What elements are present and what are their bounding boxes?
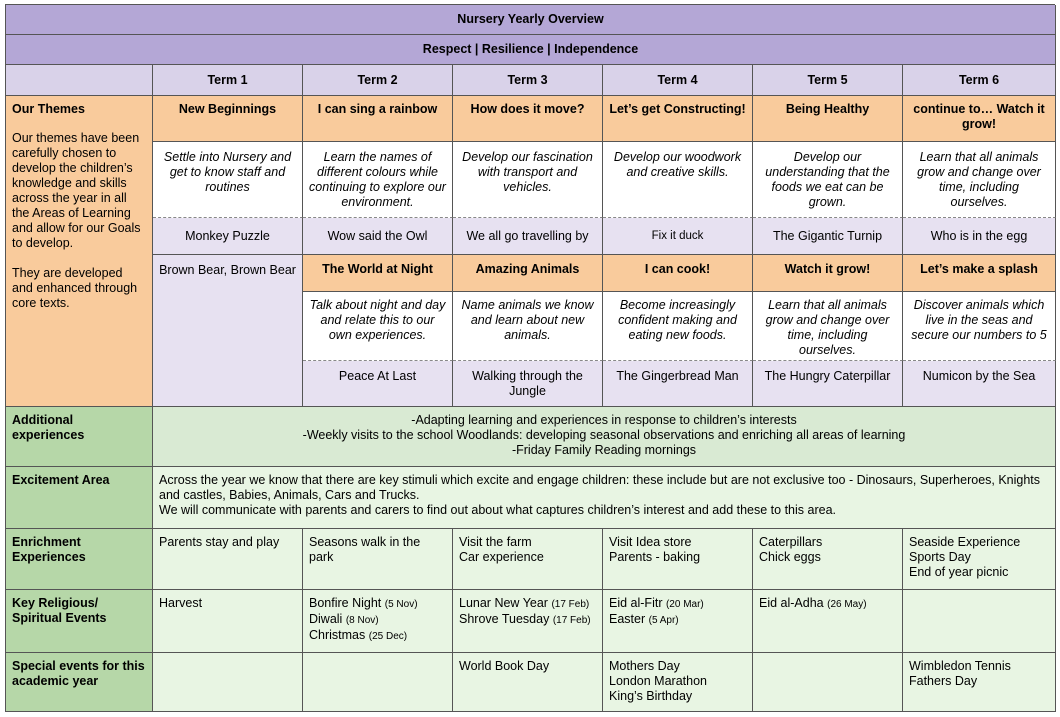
theme-title: Amazing Animals [453, 255, 603, 292]
additional-line: -Weekly visits to the school Woodlands: developing seasonal observations and enriching all areas of learning [302, 428, 906, 442]
themes-label-para2: They are developed and enhanced through core texts. [12, 266, 138, 310]
theme-description: Name animals we know and learn about new animals. [453, 292, 603, 361]
term-header: Term 4 [603, 65, 753, 96]
term-header: Term 2 [303, 65, 453, 96]
theme-title: The World at Night [303, 255, 453, 292]
core-text: Walking through the Jungle [453, 361, 603, 407]
event-item [609, 596, 746, 612]
theme-title: Being Healthy [753, 96, 903, 142]
theme-description: Settle into Nursery and get to know staff and routines [153, 142, 303, 218]
theme-description: Learn the names of different colours while continuing to explore our environment. [303, 142, 453, 218]
event-date: (25 Dec) [368, 631, 408, 642]
special-cell [303, 653, 453, 712]
core-text: Monkey Puzzle [153, 218, 303, 255]
event-item [459, 596, 596, 612]
theme-title: Watch it grow! [753, 255, 903, 292]
theme-title: Let’s get Constructing! [603, 96, 753, 142]
special-cell [153, 653, 303, 712]
special-cell: World Book Day [453, 653, 603, 712]
enrichment-cell: Parents stay and play [153, 529, 303, 590]
religious-cell [603, 590, 753, 653]
enrichment-cell: Seasons walk in the park [303, 529, 453, 590]
event-date: (20 Mar) [665, 599, 704, 610]
core-text: Who is in the egg [903, 218, 1056, 255]
event-name: Lunar New Year [459, 596, 548, 610]
additional-label: Additional experiences [6, 407, 153, 467]
theme-title: I can sing a rainbow [303, 96, 453, 142]
event-name: Eid al-Adha [759, 596, 824, 610]
core-text: Numicon by the Sea [903, 361, 1056, 407]
additional-line: -Friday Family Reading mornings [511, 443, 697, 457]
core-text: Brown Bear, Brown Bear [153, 255, 303, 407]
event-name: Diwali [309, 612, 343, 626]
event-item [309, 612, 446, 628]
core-text: Fix it duck [603, 218, 753, 255]
excitement-content [153, 467, 1056, 529]
event-date: (5 Nov) [384, 599, 418, 610]
theme-description: Become increasingly confident making and eating new foods. [603, 292, 753, 361]
core-text: Wow said the Owl [303, 218, 453, 255]
theme-title: continue to… Watch it grow! [903, 96, 1056, 142]
theme-description: Learn that all animals grow and change over time, including ourselves. [753, 292, 903, 361]
special-cell: Mothers Day London Marathon King’s Birthday [603, 653, 753, 712]
event-date: (8 Nov) [345, 615, 379, 626]
theme-description: Talk about night and day and relate this to our own experiences. [303, 292, 453, 361]
enrichment-cell: Visit Idea store Parents - baking [603, 529, 753, 590]
theme-description: Discover animals which live in the seas and secure our numbers to 5 [903, 292, 1056, 361]
religious-cell [303, 590, 453, 653]
theme-description: Develop our fascination with transport and vehicles. [453, 142, 603, 218]
event-name: Christmas [309, 628, 366, 642]
core-text: The Gingerbread Man [603, 361, 753, 407]
header-corner [6, 65, 153, 96]
theme-title: New Beginnings [153, 96, 303, 142]
theme-title: I can cook! [603, 255, 753, 292]
term-header: Term 1 [153, 65, 303, 96]
core-text: Peace At Last [303, 361, 453, 407]
religious-cell [453, 590, 603, 653]
special-cell: Wimbledon Tennis Fathers Day [903, 653, 1056, 712]
excitement-line: Across the year we know that there are key stimuli which excite and engage children: these include but are not exclusive too - Dinosaurs, Superheroes, Knights and castles, Babies, Animals, Cars and Trucks. [159, 473, 1041, 502]
theme-title: How does it move? [453, 96, 603, 142]
religious-cell [153, 590, 303, 653]
theme-description: Learn that all animals grow and change over time, including ourselves. [903, 142, 1056, 218]
event-date: (17 Feb) [551, 599, 590, 610]
core-text: We all go travelling by [453, 218, 603, 255]
enrichment-label: Enrichment Experiences [6, 529, 153, 590]
event-item [609, 612, 746, 628]
additional-line: -Adapting learning and experiences in response to children’s interests [411, 413, 797, 427]
religious-cell [903, 590, 1056, 653]
event-name: Shrove Tuesday [459, 612, 550, 626]
themes-label-cell [6, 96, 153, 407]
enrichment-cell: Seaside Experience Sports Day End of year picnic [903, 529, 1056, 590]
religious-cell [753, 590, 903, 653]
theme-description: Develop our woodwork and creative skills. [603, 142, 753, 218]
core-text: The Gigantic Turnip [753, 218, 903, 255]
event-date: (5 Apr) [648, 615, 679, 626]
event-name: Harvest [159, 596, 203, 610]
term-header: Term 3 [453, 65, 603, 96]
nursery-overview-table [5, 4, 1055, 712]
event-name: Easter [609, 612, 646, 626]
theme-title: Let’s make a splash [903, 255, 1056, 292]
event-item [759, 596, 896, 612]
themes-label-title: Our Themes [12, 102, 85, 116]
event-item [309, 596, 446, 612]
special-label: Special events for this academic year [6, 653, 153, 712]
event-name: Bonfire Night [309, 596, 382, 610]
themes-label-para1: Our themes have been carefully chosen to develop the children’s knowledge and skills across the year in all the Areas of Learning and allow for our Goals to develop. [12, 131, 141, 250]
term-header: Term 5 [753, 65, 903, 96]
special-cell [753, 653, 903, 712]
religious-label: Key Religious/ Spiritual Events [6, 590, 153, 653]
excitement-label: Excitement Area [6, 467, 153, 529]
enrichment-cell: Caterpillars Chick eggs [753, 529, 903, 590]
school-values: Respect | Resilience | Independence [6, 35, 1056, 65]
theme-description: Develop our understanding that the foods we eat can be grown. [753, 142, 903, 218]
enrichment-cell: Visit the farm Car experience [453, 529, 603, 590]
event-item [459, 612, 596, 628]
additional-content [153, 407, 1056, 467]
table-title: Nursery Yearly Overview [6, 5, 1056, 35]
event-date: (26 May) [827, 599, 867, 610]
core-text: The Hungry Caterpillar [753, 361, 903, 407]
excitement-line: We will communicate with parents and carers to find out about what captures children’s interest and add these to this area. [159, 503, 836, 517]
event-name: Eid al-Fitr [609, 596, 663, 610]
event-item [309, 628, 446, 644]
event-date: (17 Feb) [552, 615, 591, 626]
term-header: Term 6 [903, 65, 1056, 96]
